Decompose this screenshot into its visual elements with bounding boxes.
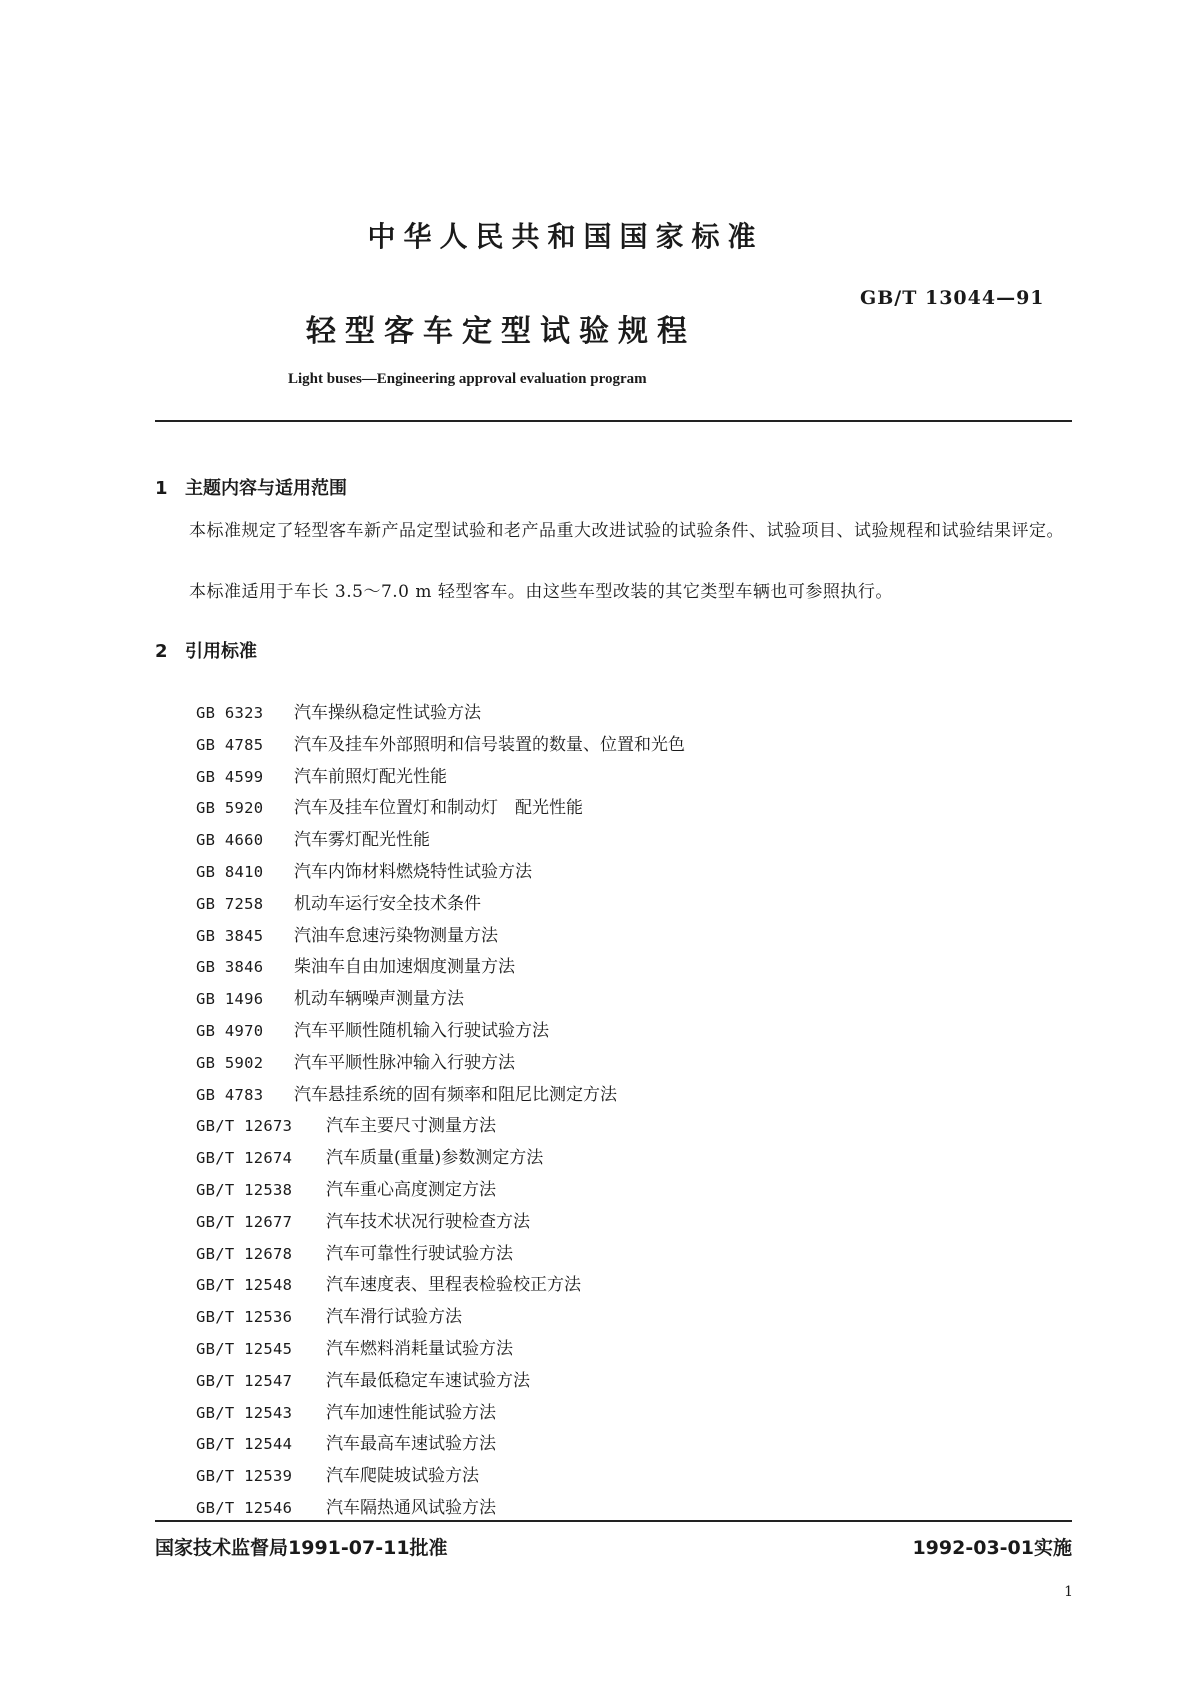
- reference-item: [196, 1429, 685, 1461]
- reference-item: [196, 1366, 685, 1398]
- reference-item: [196, 952, 685, 984]
- reference-code: GB/T 12677: [196, 1212, 293, 1231]
- reference-code: GB/T 12545: [196, 1339, 293, 1358]
- section-1-title: 主题内容与适用范围: [185, 478, 347, 499]
- reference-title: 汽车内饰材料燃烧特性试验方法: [294, 861, 532, 882]
- reference-code: GB 1496: [196, 990, 264, 1009]
- section-2-title: 引用标准: [185, 641, 257, 662]
- section-2-heading: [155, 637, 257, 663]
- reference-code: GB 8410: [196, 862, 264, 881]
- effective-date: 1992-03-01实施: [912, 1537, 1072, 1559]
- reference-title: 汽车滑行试验方法: [326, 1307, 462, 1328]
- reference-title: 汽车速度表、里程表检验校正方法: [326, 1275, 581, 1296]
- reference-item: [196, 857, 685, 889]
- reference-item: [196, 1302, 685, 1334]
- reference-title: 汽车加速性能试验方法: [326, 1402, 496, 1423]
- reference-item: [196, 1175, 685, 1207]
- reference-code: GB 3845: [196, 926, 264, 945]
- reference-item: [196, 825, 685, 857]
- reference-code: GB 5902: [196, 1053, 264, 1072]
- reference-title: 汽车平顺性随机输入行驶试验方法: [294, 1020, 549, 1041]
- reference-item: [196, 1270, 685, 1302]
- reference-title: 汽车操纵稳定性试验方法: [294, 703, 481, 723]
- reference-title: 汽车最高车速试验方法: [326, 1434, 496, 1455]
- reference-code: GB/T 12673: [196, 1117, 293, 1136]
- reference-code: GB 3846: [196, 958, 264, 977]
- reference-code: GB/T 12539: [196, 1467, 293, 1486]
- reference-item: [196, 1080, 685, 1112]
- reference-title: 汽车及挂车位置灯和制动灯 配光性能: [294, 798, 583, 819]
- reference-item: [196, 1207, 685, 1239]
- reference-title: 机动车辆噪声测量方法: [294, 989, 464, 1010]
- reference-title: 汽车爬陡坡试验方法: [326, 1466, 479, 1487]
- reference-title: 汽车重心高度测定方法: [326, 1179, 496, 1200]
- reference-title: 汽车技术状况行驶检查方法: [326, 1211, 530, 1232]
- reference-title: 机动车运行安全技术条件: [294, 893, 481, 914]
- document-main-title: 中华人民共和国国家标准: [367, 220, 764, 253]
- reference-item: [196, 1143, 685, 1175]
- reference-title: 汽车燃料消耗量试验方法: [326, 1338, 513, 1359]
- reference-code: GB/T 12548: [196, 1276, 293, 1295]
- reference-item: [196, 1111, 685, 1143]
- reference-title: 汽油车怠速污染物测量方法: [294, 925, 498, 946]
- header-divider: [155, 420, 1072, 422]
- reference-code: GB 7258: [196, 894, 264, 913]
- reference-item: [196, 1461, 685, 1493]
- reference-item: [196, 984, 685, 1016]
- reference-title: 汽车隔热通风试验方法: [326, 1497, 496, 1518]
- reference-code: GB/T 12538: [196, 1180, 293, 1199]
- reference-title: 汽车最低稳定车速试验方法: [326, 1370, 530, 1391]
- reference-code: GB/T 12678: [196, 1244, 293, 1263]
- section-2-number: 2: [155, 641, 168, 662]
- reference-item: [196, 1016, 685, 1048]
- reference-item: [196, 1334, 685, 1366]
- reference-title: 汽车前照灯配光性能: [294, 766, 447, 787]
- reference-title: 汽车及挂车外部照明和信号装置的数量、位置和光色: [294, 734, 685, 755]
- reference-item: [196, 1398, 685, 1430]
- section-1-heading: [155, 474, 347, 500]
- reference-title: 汽车悬挂系统的固有频率和阻尼比测定方法: [294, 1084, 617, 1105]
- reference-code: GB 4783: [196, 1085, 264, 1104]
- reference-item: [196, 698, 685, 730]
- document-subtitle: 轻型客车定型试验规程: [306, 314, 696, 349]
- reference-code: GB 4785: [196, 735, 264, 754]
- reference-list: [196, 698, 685, 1525]
- reference-item: [196, 762, 685, 794]
- reference-title: 汽车质量(重量)参数测定方法: [326, 1148, 544, 1169]
- reference-code: GB 6323: [196, 704, 264, 722]
- reference-code: GB/T 12546: [196, 1498, 293, 1517]
- reference-code: GB/T 12544: [196, 1435, 293, 1454]
- section-1-paragraph-1: 本标准规定了轻型客车新产品定型试验和老产品重大改进试验的试验条件、试验项目、试验规程和试验结果评定。: [189, 521, 1064, 541]
- reference-code: GB/T 12674: [196, 1149, 293, 1168]
- standard-number: GB/T 13044—91: [860, 287, 1045, 309]
- section-1-paragraph-2: 本标准适用于车长 3.5～7.0 m 轻型客车。由这些车型改装的其它类型车辆也可参照执行。: [189, 582, 893, 602]
- reference-code: GB 4599: [196, 767, 264, 786]
- reference-item: [196, 921, 685, 953]
- reference-code: GB/T 12543: [196, 1403, 293, 1422]
- reference-code: GB 4660: [196, 831, 264, 850]
- approval-date: 国家技术监督局1991-07-11批准: [155, 1537, 448, 1559]
- section-1-number: 1: [155, 478, 168, 499]
- page-number: 1: [1064, 1584, 1073, 1600]
- reference-item: [196, 793, 685, 825]
- reference-item: [196, 1239, 685, 1271]
- reference-title: 汽车可靠性行驶试验方法: [326, 1243, 513, 1264]
- reference-item: [196, 1048, 685, 1080]
- reference-code: GB/T 12547: [196, 1371, 293, 1390]
- reference-item: [196, 730, 685, 762]
- english-title: Light buses—Engineering approval evaluation program: [288, 371, 647, 387]
- reference-title: 汽车平顺性脉冲输入行驶方法: [294, 1052, 515, 1073]
- reference-title: 汽车雾灯配光性能: [294, 830, 430, 851]
- footer-divider: [155, 1520, 1072, 1522]
- reference-code: GB/T 12536: [196, 1308, 293, 1327]
- reference-title: 汽车主要尺寸测量方法: [326, 1116, 496, 1137]
- reference-code: GB 4970: [196, 1021, 264, 1040]
- reference-title: 柴油车自由加速烟度测量方法: [294, 957, 515, 978]
- reference-item: [196, 889, 685, 921]
- reference-code: GB 5920: [196, 799, 264, 818]
